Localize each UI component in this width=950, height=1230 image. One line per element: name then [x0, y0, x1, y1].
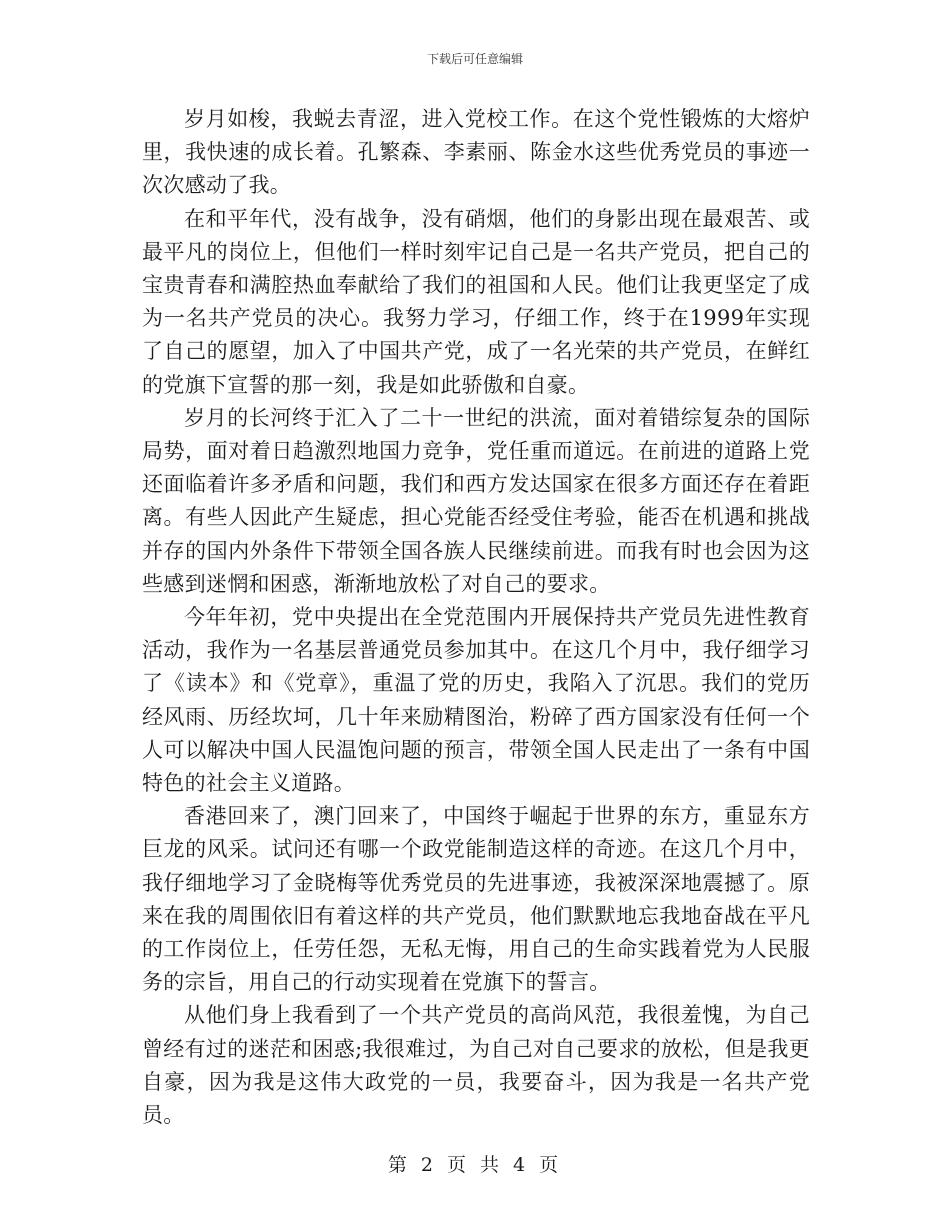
paragraph-3: 岁月的长河终于汇入了二十一世纪的洪流，面对着错综复杂的国际局势，面对着日趋激烈地国力竞争，党任重而道远。在前进的道路上党还面临着许多矛盾和问题，我们和西方发达国家在很多方面还存在着距离。有些人因此产生疑虑，担心党能否经受住考验，能否在机遇和挑战并存的国内外条件下带领全国各族人民继续前进。而我有时也会因为这些感到迷惘和困惑，渐渐地放松了对自己的要求。	[142, 405, 810, 596]
document-body	[142, 103, 810, 1132]
page-footer: 第 2 页 共 4 页	[387, 1154, 563, 1176]
paragraph-5: 香港回来了，澳门回来了，中国终于崛起于世界的东方，重显东方巨龙的风采。试问还有哪一个政党能制造这样的奇迹。在这几个月中，我仔细地学习了金晓梅等优秀党员的先进事迹，我被深深地震撼了。原来在我的周围依旧有着这样的共产党员，他们默默地忘我地奋战在平凡的工作岗位上，任劳任怨，无私无悔，用自己的生命实践着党为人民服务的宗旨，用自己的行动实现着在党旗下的誓言。	[142, 804, 810, 995]
paragraph-4: 今年年初，党中央提出在全党范围内开展保持共产党员先进性教育活动，我作为一名基层普通党员参加其中。在这几个月中，我仔细学习了《读本》和《党章》，重温了党的历史，我陷入了沉思。我们的党历经风雨、历经坎坷，几十年来励精图治，粉碎了西方国家没有任何一个人可以解决中国人民温饱问题的预言，带领全国人民走出了一条有中国特色的社会主义道路。	[142, 605, 810, 796]
paragraph-1: 岁月如梭，我蜕去青涩，进入党校工作。在这个党性锻炼的大熔炉里，我快速的成长着。孔繁森、李素丽、陈金水这些优秀党员的事迹一次次感动了我。	[142, 107, 810, 198]
paragraph-6: 从他们身上我看到了一个共产党员的高尚风范，我很羞愧，为自己曾经有过的迷茫和困惑;我很难过，为自己对自己要求的放松，但是我更自豪，因为我是这伟大政党的一员，我要奋斗，因为我是一名共产党员。	[142, 1003, 810, 1128]
paragraph-2: 在和平年代，没有战争，没有硝烟，他们的身影出现在最艰苦、或最平凡的岗位上，但他们一样时刻牢记自己是一名共产党员，把自己的宝贵青春和满腔热血奉献给了我们的祖国和人民。他们让我更坚定了成为一名共产党员的决心。我努力学习，仔细工作，终于在1999年实现了自己的愿望，加入了中国共产党，成了一名光荣的共产党员，在鲜红的党旗下宣誓的那一刻，我是如此骄傲和自豪。	[142, 206, 810, 397]
page-header: 下载后可任意编辑	[426, 52, 523, 66]
